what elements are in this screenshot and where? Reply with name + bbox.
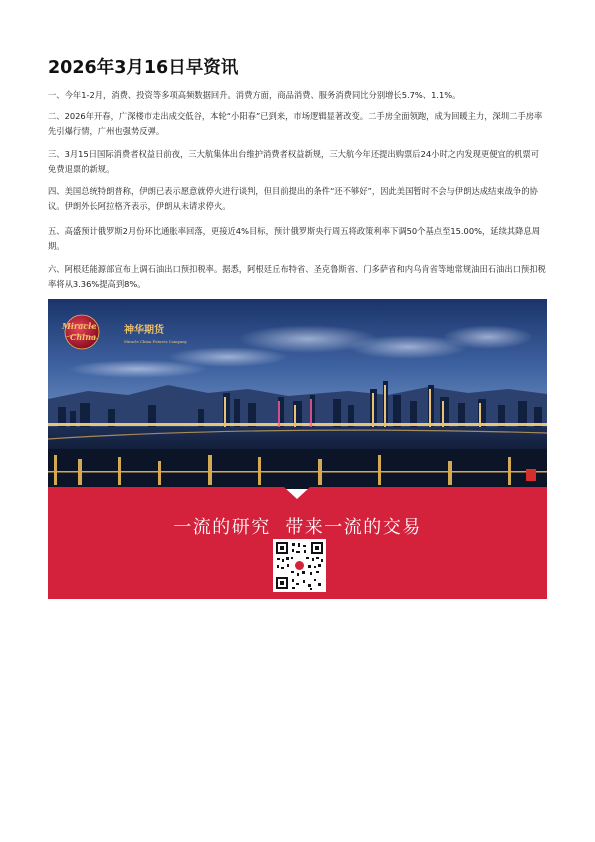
company-banner [48,299,547,599]
slogan: 一流的研究 带来一流的交易 [173,517,422,538]
qr-code[interactable] [273,539,326,592]
news-item-2: 二、2026年开春，广深楼市走出成交低谷，本轮“小阳春”已到来，市场逻辑显著改变。二手房全面领跑，成为回暖主力，深圳二手房率先引爆行情，广州也强势反弹。 [48,111,543,136]
logo-line-2: China [70,332,97,342]
page-title: 2026年3月16日早资讯 [48,58,239,78]
news-item-6: 六、阿根廷能源部宣布上调石油出口预扣税率。据悉，阿根廷丘布特省、圣克鲁斯省、门多萨省和内乌肯省等地常规油田石油出口预扣税率将从3.36%提高到8%。 [48,264,546,289]
company-name-en: Miracle China Futures Company [124,339,187,344]
qr-center-logo-icon [295,561,304,570]
news-item-5: 五、高盛预计俄罗斯2月份环比通胀率回落，更接近4%目标，预计俄罗斯央行周五将政策利率下调50个基点至15.00%，延续其降息周期。 [48,226,541,251]
news-item-1: 一、今年1-2月，消费、投资等多项高频数据回升。消费方面，商品消费、服务消费同比分别增长5.7%、1.1%。 [48,90,461,100]
logo-line-1: Miracle [62,321,97,331]
company-name-cn: 神华期货 [124,325,164,336]
news-item-3: 三、3月15日国际消费者权益日前夜，三大航集体出台维护消费者权益新规，三大航今年还提出购票后24小时之内发现更便宜的机票可免费退票的新规。 [48,149,540,174]
news-item-4: 四、美国总统特朗普称，伊朗已表示愿意就停火进行谈判，但目前提出的条件“还不够好”，因此美国暂时不会与伊朗达成结束战争的协议。伊朗外长阿拉格齐表示，伊朗从未请求停火。 [48,186,538,211]
